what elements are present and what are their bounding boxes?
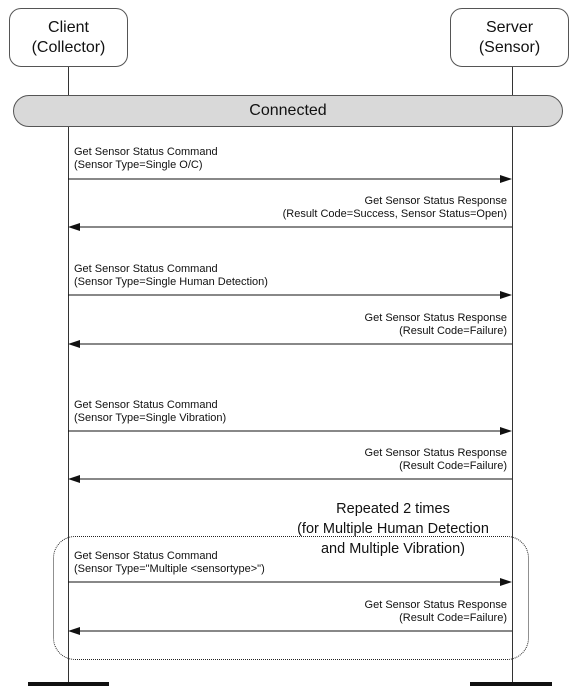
message-5-params: (Sensor Type=Single Vibration) [74, 412, 227, 424]
message-1-title: Get Sensor Status Command [74, 146, 218, 158]
repeat-label-line3: and Multiple Vibration) [320, 541, 465, 557]
message-3-title: Get Sensor Status Command [74, 263, 218, 275]
message-6-title: Get Sensor Status Response [364, 447, 507, 459]
repeat-label-line2: (for Multiple Human Detection [297, 521, 489, 537]
message-arrow-4 [68, 340, 512, 348]
client-name: Client [48, 19, 89, 36]
message-7-title: Get Sensor Status Command [74, 550, 218, 562]
message-3-params: (Sensor Type=Single Human Detection) [74, 276, 268, 288]
message-arrow-6 [68, 475, 512, 483]
message-2-params: (Result Code=Success, Sensor Status=Open) [282, 208, 507, 220]
message-6-params: (Result Code=Failure) [399, 460, 507, 472]
message-4-title: Get Sensor Status Response [364, 312, 507, 324]
message-arrow-7 [68, 578, 512, 586]
repeat-label-line1: Repeated 2 times [336, 501, 450, 517]
message-8-title: Get Sensor Status Response [364, 599, 507, 611]
client-role: (Collector) [31, 39, 106, 56]
server-role: (Sensor) [478, 39, 541, 56]
message-8-params: (Result Code=Failure) [399, 612, 507, 624]
message-7-params: (Sensor Type="Multiple <sensortype>") [74, 563, 265, 575]
connected-label: Connected [249, 102, 327, 119]
message-arrow-1 [68, 175, 512, 183]
message-5-title: Get Sensor Status Command [74, 399, 218, 411]
message-1-params: (Sensor Type=Single O/C) [74, 159, 203, 171]
message-2-title: Get Sensor Status Response [364, 195, 507, 207]
server-name: Server [485, 19, 534, 36]
message-arrow-3 [68, 291, 512, 299]
message-arrow-5 [68, 427, 512, 435]
message-arrow-2 [68, 223, 512, 231]
message-4-params: (Result Code=Failure) [399, 325, 507, 337]
message-arrow-8 [68, 627, 512, 635]
